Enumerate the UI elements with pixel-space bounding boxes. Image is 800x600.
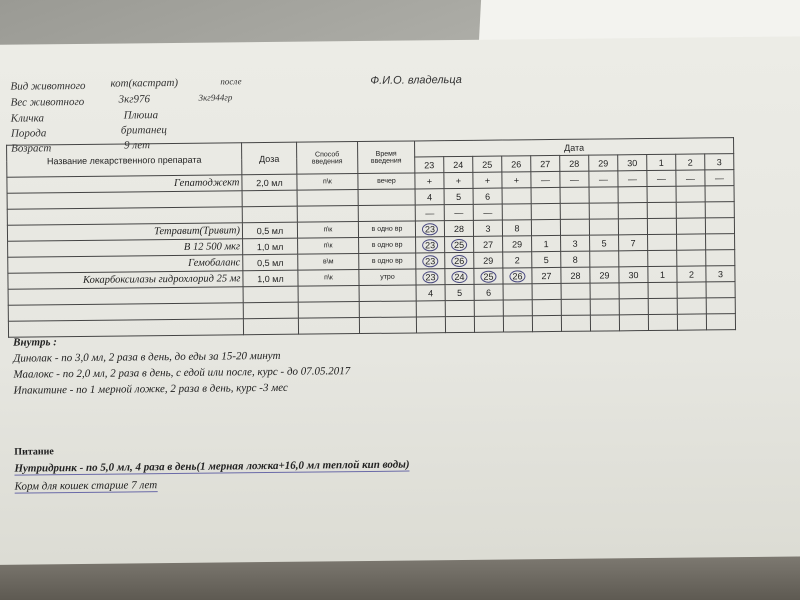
dose-cell: [242, 190, 297, 207]
date-header-cell: 24: [444, 156, 473, 172]
day-cell: [647, 218, 676, 234]
day-cell: 28: [561, 267, 590, 283]
day-cell: [676, 218, 705, 234]
day-cell: 1: [648, 266, 677, 282]
day-cell: [445, 252, 474, 268]
circled-day-mark: 23: [422, 271, 438, 283]
day-cell: [705, 218, 734, 234]
route-column-header: Способ введения: [297, 142, 358, 175]
day-cell: [561, 315, 590, 331]
time-cell: утро: [359, 269, 416, 286]
date-header-cell: 27: [531, 155, 560, 171]
day-cell: [416, 269, 445, 285]
day-cell: +: [473, 172, 502, 188]
day-cell: 27: [532, 267, 561, 283]
drug-cell: В 12 500 мкг: [8, 239, 243, 257]
day-cell: 5: [445, 284, 474, 300]
date-header-cell: 26: [502, 156, 531, 172]
dose-cell: 0,5 мл: [243, 254, 298, 271]
route-cell: п\к: [298, 238, 359, 255]
day-cell: [531, 187, 560, 203]
day-cell: 2: [503, 252, 532, 268]
dose-cell: [243, 302, 298, 319]
time-cell: в одно вр: [359, 237, 416, 254]
drug-cell: Тетравит(Тривит): [7, 223, 242, 241]
route-cell: п\к: [297, 174, 358, 191]
time-cell: вечер: [358, 173, 415, 190]
oral-title: Внутрь :: [13, 336, 58, 349]
day-cell: [503, 284, 532, 300]
day-cell: [474, 300, 503, 316]
day-cell: 4: [416, 285, 445, 301]
date-header-cell: 23: [415, 157, 444, 173]
circled-day-mark: 25: [480, 270, 496, 282]
day-cell: [445, 236, 474, 252]
day-cell: [648, 282, 677, 298]
day-cell: 29: [503, 236, 532, 252]
route-cell: [297, 206, 358, 223]
route-cell: п\к: [298, 270, 359, 287]
drug-column-header: Название лекарственного препарата: [7, 143, 242, 177]
day-cell: [647, 186, 676, 202]
dose-cell: [243, 286, 298, 303]
day-cell: [445, 300, 474, 316]
day-cell: 27: [474, 236, 503, 252]
day-cell: [648, 234, 677, 250]
day-cell: —: [473, 204, 502, 220]
day-cell: 6: [474, 284, 503, 300]
day-cell: +: [415, 173, 444, 189]
day-cell: 4: [415, 189, 444, 205]
route-cell: п\к: [297, 222, 358, 239]
day-cell: [706, 250, 735, 266]
day-cell: [503, 300, 532, 316]
circled-day-mark: 23: [422, 239, 438, 251]
day-cell: —: [647, 170, 676, 186]
date-header-cell: 3: [705, 154, 734, 170]
day-cell: —: [676, 170, 705, 186]
day-cell: —: [618, 171, 647, 187]
circled-day-mark: 25: [451, 238, 467, 250]
day-cell: [503, 316, 532, 332]
drug-cell: [8, 319, 243, 337]
day-cell: [474, 268, 503, 284]
day-cell: [589, 187, 618, 203]
day-cell: [532, 315, 561, 331]
species-value: кот(кастрат): [110, 76, 179, 90]
circled-day-mark: 23: [422, 223, 438, 235]
species-label: Вид животного: [10, 79, 86, 93]
name-label: Кличка: [10, 112, 45, 125]
day-cell: 8: [502, 220, 531, 236]
oral-line: Ипакитине - по 1 мерной ложке, 2 раза в день, курс -3 мес: [13, 381, 288, 397]
age-value: 9 лет: [123, 139, 151, 152]
medication-rows: [7, 170, 736, 338]
dose-cell: 1,0 мл: [243, 270, 298, 287]
day-cell: [619, 251, 648, 267]
dose-column-header: Доза: [242, 142, 297, 175]
day-cell: [677, 250, 706, 266]
weight-label: Вес животного: [10, 95, 85, 109]
day-cell: [445, 268, 474, 284]
time-cell: [358, 205, 415, 222]
day-cell: [590, 251, 619, 267]
day-cell: [531, 219, 560, 235]
circled-day-mark: 23: [422, 255, 438, 267]
day-cell: [416, 317, 445, 333]
day-cell: [416, 301, 445, 317]
route-cell: в\м: [298, 254, 359, 271]
day-cell: [706, 234, 735, 250]
day-cell: 30: [619, 267, 648, 283]
dose-cell: 1,0 мл: [243, 238, 298, 255]
route-cell: [298, 302, 359, 319]
day-cell: +: [444, 172, 473, 188]
time-cell: [359, 301, 416, 318]
day-cell: [677, 314, 706, 330]
dose-cell: [242, 206, 297, 223]
drug-cell: Кокарбоксилазы гидрохлорид 25 мг: [8, 271, 243, 289]
day-cell: [705, 202, 734, 218]
day-cell: 3: [473, 220, 502, 236]
day-cell: [502, 204, 531, 220]
day-cell: [706, 298, 735, 314]
day-cell: [589, 219, 618, 235]
circled-day-mark: 26: [451, 254, 467, 266]
after-label: после: [220, 76, 242, 87]
day-cell: [560, 219, 589, 235]
day-cell: [590, 315, 619, 331]
day-cell: [676, 186, 705, 202]
day-cell: 1: [532, 235, 561, 251]
route-cell: [297, 190, 358, 207]
day-cell: [561, 299, 590, 315]
drug-cell: Гемобаланс: [8, 255, 243, 273]
oral-line: Динолак - по 3,0 мл, 2 раза в день, до еды за 15-20 минут: [13, 349, 281, 365]
day-cell: [502, 188, 531, 204]
day-cell: —: [705, 170, 734, 186]
day-cell: 8: [561, 251, 590, 267]
time-cell: [358, 189, 415, 206]
day-cell: [648, 314, 677, 330]
day-cell: [619, 299, 648, 315]
time-cell: в одно вр: [358, 221, 415, 238]
day-cell: [560, 203, 589, 219]
day-cell: 3: [706, 266, 735, 282]
owner-label: Ф.И.О. владельца: [370, 73, 462, 87]
oral-line: Маалокс - по 2,0 мл, 2 раза в день, с едой или после, курс - до 07.05.2017: [13, 365, 351, 381]
day-cell: [648, 298, 677, 314]
day-cell: 3: [561, 235, 590, 251]
day-cell: [415, 221, 444, 237]
day-cell: [705, 186, 734, 202]
date-header-cell: 29: [589, 155, 618, 171]
route-cell: [298, 286, 359, 303]
day-cell: [416, 237, 445, 253]
date-header-cell: 2: [676, 154, 705, 170]
day-cell: —: [531, 171, 560, 187]
day-cell: 28: [444, 220, 473, 236]
weight-value: 3кг976: [118, 93, 151, 106]
date-header-cell: 30: [618, 155, 647, 171]
drug-cell: Гепатоджект: [7, 175, 242, 193]
treatment-sheet: [0, 36, 800, 565]
dose-cell: 2,0 мл: [242, 174, 297, 191]
day-cell: [618, 203, 647, 219]
date-column-header: Дата: [415, 138, 734, 157]
route-cell: [298, 318, 359, 335]
day-cell: [445, 316, 474, 332]
medication-table: [6, 137, 736, 338]
nutrition-line: Корм для кошек старше 7 лет: [14, 479, 158, 493]
day-cell: 5: [532, 251, 561, 267]
day-cell: [619, 315, 648, 331]
date-header-cell: 28: [560, 155, 589, 171]
day-cell: [590, 299, 619, 315]
day-cell: [677, 298, 706, 314]
day-cell: [416, 253, 445, 269]
day-cell: [474, 316, 503, 332]
day-cell: [560, 187, 589, 203]
day-cell: [647, 202, 676, 218]
age-label: Возраст: [11, 142, 52, 155]
day-cell: [706, 314, 735, 330]
nutrition-line: Нутридринк - по 5,0 мл, 4 раза в день(1 мерная ложка+16,0 мл теплой кип воды): [14, 458, 410, 475]
day-cell: —: [415, 205, 444, 221]
day-cell: [532, 283, 561, 299]
circled-day-mark: 24: [451, 270, 467, 282]
day-cell: 5: [444, 188, 473, 204]
day-cell: [590, 283, 619, 299]
day-cell: 2: [677, 266, 706, 282]
day-cell: [677, 282, 706, 298]
day-cell: [589, 203, 618, 219]
name-value: Плюша: [123, 109, 159, 122]
day-cell: —: [589, 171, 618, 187]
day-cell: —: [444, 204, 473, 220]
day-cell: [503, 268, 532, 284]
time-cell: [359, 285, 416, 302]
date-header-cell: 1: [647, 154, 676, 170]
day-cell: 6: [473, 188, 502, 204]
breed-label: Порода: [10, 127, 47, 140]
day-cell: +: [502, 172, 531, 188]
day-cell: 7: [619, 235, 648, 251]
day-cell: 29: [590, 267, 619, 283]
dose-cell: [243, 318, 298, 335]
weight-after-value: 3кг944гр: [198, 92, 233, 103]
day-cell: [706, 282, 735, 298]
day-cell: [648, 250, 677, 266]
day-cell: [618, 187, 647, 203]
day-cell: 29: [474, 252, 503, 268]
nutrition-title: Питание: [14, 446, 54, 458]
breed-value: британец: [120, 124, 167, 137]
time-cell: в одно вр: [359, 253, 416, 270]
time-cell: [359, 317, 416, 334]
circled-day-mark: 26: [509, 270, 525, 282]
day-cell: [619, 283, 648, 299]
day-cell: [676, 202, 705, 218]
time-column-header: Время введения: [358, 141, 415, 174]
date-header-cell: 25: [473, 156, 502, 172]
day-cell: [531, 203, 560, 219]
day-cell: [532, 299, 561, 315]
day-cell: [677, 234, 706, 250]
day-cell: —: [560, 171, 589, 187]
day-cell: [561, 283, 590, 299]
dose-cell: 0,5 мл: [242, 222, 297, 239]
day-cell: [618, 219, 647, 235]
day-cell: 5: [590, 235, 619, 251]
